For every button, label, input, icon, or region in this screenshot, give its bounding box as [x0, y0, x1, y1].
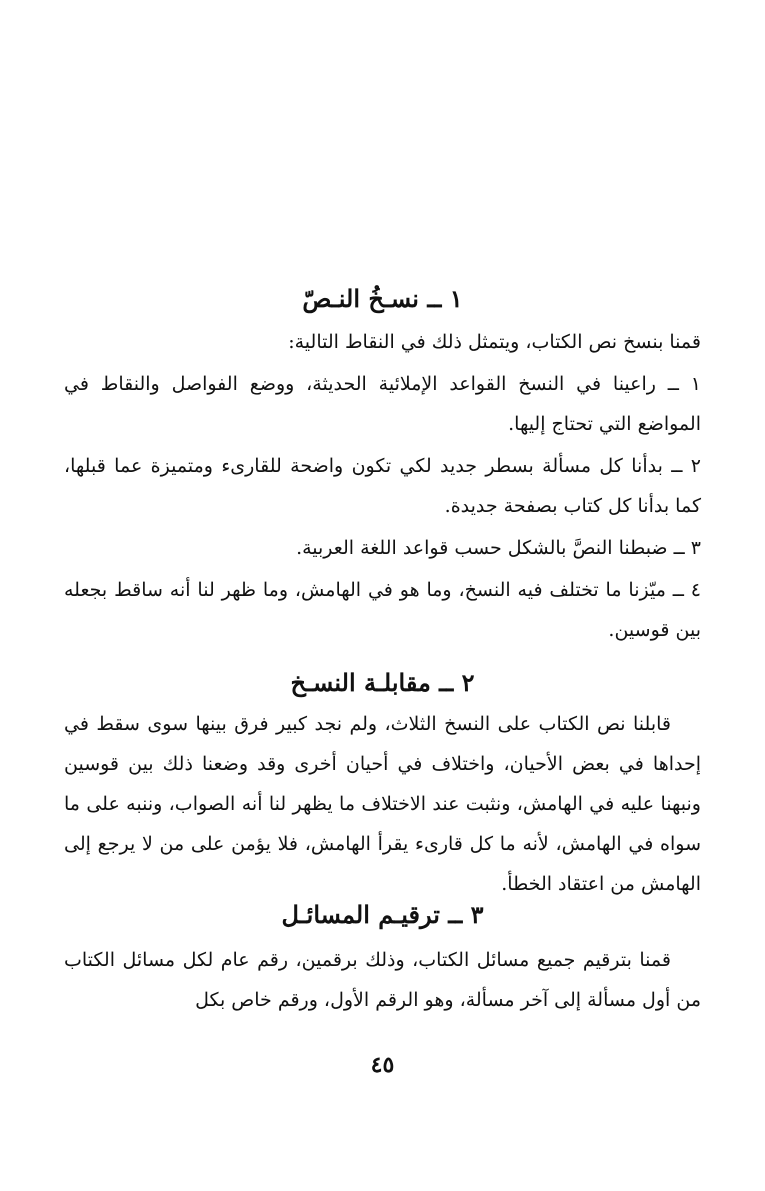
section-3-heading: ٣ ــ ترقيـم المسائـل	[281, 900, 484, 929]
section-1-heading: ١ ــ نسـخُ النـصّ	[302, 284, 463, 313]
section-1-intro: قمنا بنسخ نص الكتاب، ويتمثل ذلك في النقاط التالية:	[288, 331, 701, 353]
list-item-3: ٣ ــ ضبطنا النصَّ بالشكل حسب قواعد اللغة العربية.	[296, 537, 701, 559]
section-2-body: قابلنا نص الكتاب على النسخ الثلاث، ولم نجد كبير فرق بينها سوى سقط في إحداها في بعض الأحيان، واختلاف في أحيان أخرى وقد وضعنا ذلك بين قوسين ونبهنا عليه في الهامش، ونثبت عند الاختلاف ما يظهر لنا أنه الصواب، وننبه على ما سواه في الهامش، لأنه ما كل قارىء يقرأ الهامش، فلا يؤمن على من لا يرجع إلى الهامش من اعتقاد الخطأ.	[64, 713, 701, 895]
list-item-2: ٢ ــ بدأنا كل مسألة بسطر جديد لكي تكون واضحة للقارىء ومتميزة عما قبلها، كما بدأنا كل كتاب بصفحة جديدة.	[64, 455, 701, 517]
list-item-1: ١ ــ راعينا في النسخ القواعد الإملائية الحديثة، ووضع الفواصل والنقاط في المواضع التي تحتاج إليها.	[64, 373, 701, 435]
list-item-4: ٤ ــ ميّزنا ما تختلف فيه النسخ، وما هو في الهامش، وما ظهر لنا أنه ساقط بجعله بين قوسين.	[64, 579, 701, 641]
section-2-heading: ٢ ــ مقابلـة النسـخ	[290, 668, 475, 697]
page-number: ٤٥	[370, 1052, 395, 1078]
section-3-body: قمنا بترقيم جميع مسائل الكتاب، وذلك برقمين، رقم عام لكل مسائل الكتاب من أول مسألة إلى آخر مسألة، وهو الرقم الأول، ورقم خاص بكل	[64, 949, 701, 1011]
